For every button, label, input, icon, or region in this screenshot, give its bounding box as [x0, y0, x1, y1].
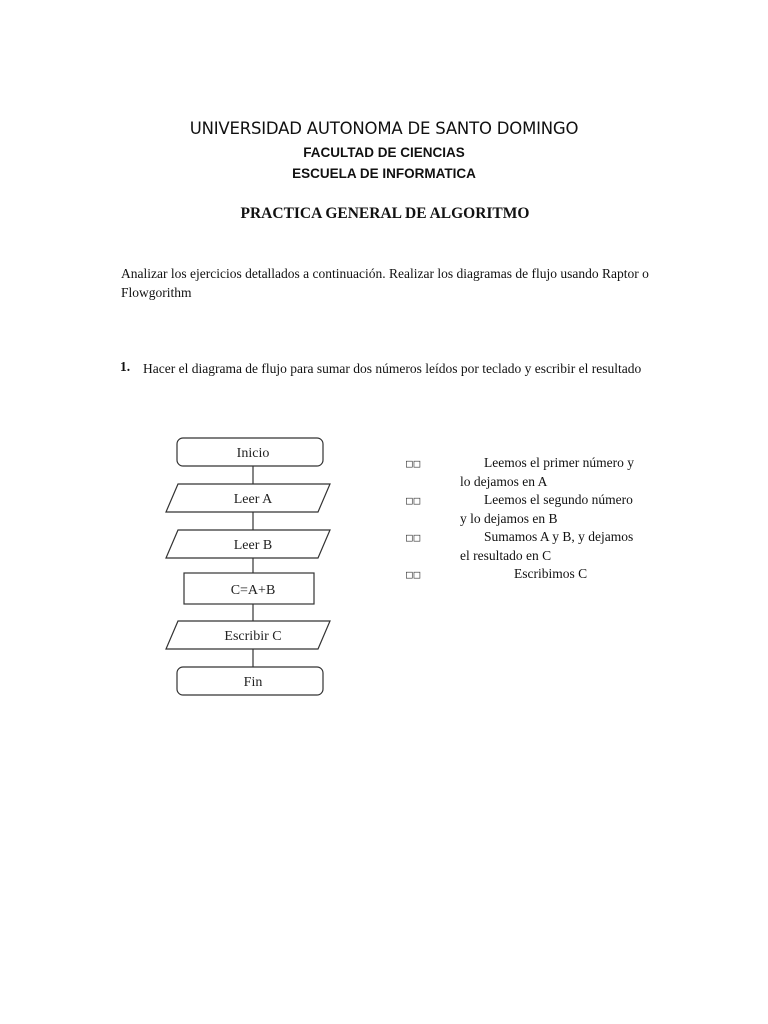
legend-line: Leemos el segundo número: [484, 492, 633, 507]
flow-step-label: Escribir C: [224, 629, 282, 644]
checkbox-glyph-icon: □□: [406, 457, 422, 470]
flow-start-terminator: [177, 438, 323, 466]
legend-line: Sumamos A y B, y dejamos: [484, 529, 634, 544]
flowchart: [160, 432, 340, 702]
legend-line: y lo dejamos en B: [460, 511, 558, 526]
faculty-name: FACULTAD DE CIENCIAS: [303, 145, 465, 160]
flow-process-sum: [184, 573, 314, 604]
legend-item: [406, 454, 666, 491]
university-name: UNIVERSIDAD AUTONOMA DE SANTO DOMINGO: [189, 119, 579, 138]
intro-paragraph: Analizar los ejercicios detallados a continuación. Realizar los diagramas de flujo usando Raptor o Flowgorithm: [121, 266, 649, 300]
checkbox-glyph-icon: □□: [406, 531, 422, 544]
checkbox-glyph-icon: □□: [406, 494, 422, 507]
flow-step-label: Inicio: [236, 446, 270, 461]
legend-item: [406, 528, 666, 565]
checkbox-glyph-icon: □□: [406, 568, 422, 581]
flow-step-label: Leer A: [233, 492, 273, 507]
legend-line: el resultado en C: [460, 548, 552, 563]
flow-step-label: Leer B: [233, 538, 273, 553]
exercise-number: 1.: [120, 359, 131, 374]
flow-output-c: [166, 621, 330, 649]
exercise-text: Hacer el diagrama de flujo para sumar dos números leídos por teclado y escribir el resultado: [143, 361, 642, 376]
flow-input-b: [166, 530, 330, 558]
flow-end-terminator: [177, 667, 323, 695]
flow-input-a: [166, 484, 330, 512]
flow-step-label: Fin: [243, 675, 263, 690]
flow-step-label: C=A+B: [230, 583, 276, 598]
document-title: PRACTICA GENERAL DE ALGORITMO: [240, 205, 530, 222]
flowchart-legend: [406, 454, 666, 584]
legend-line: Leemos el primer número y: [484, 455, 634, 470]
school-name: ESCUELA DE INFORMATICA: [292, 166, 476, 181]
legend-item: [406, 491, 666, 528]
legend-line: lo dejamos en A: [460, 474, 548, 489]
legend-line: Escribimos C: [514, 566, 588, 581]
legend-item: [406, 565, 666, 584]
